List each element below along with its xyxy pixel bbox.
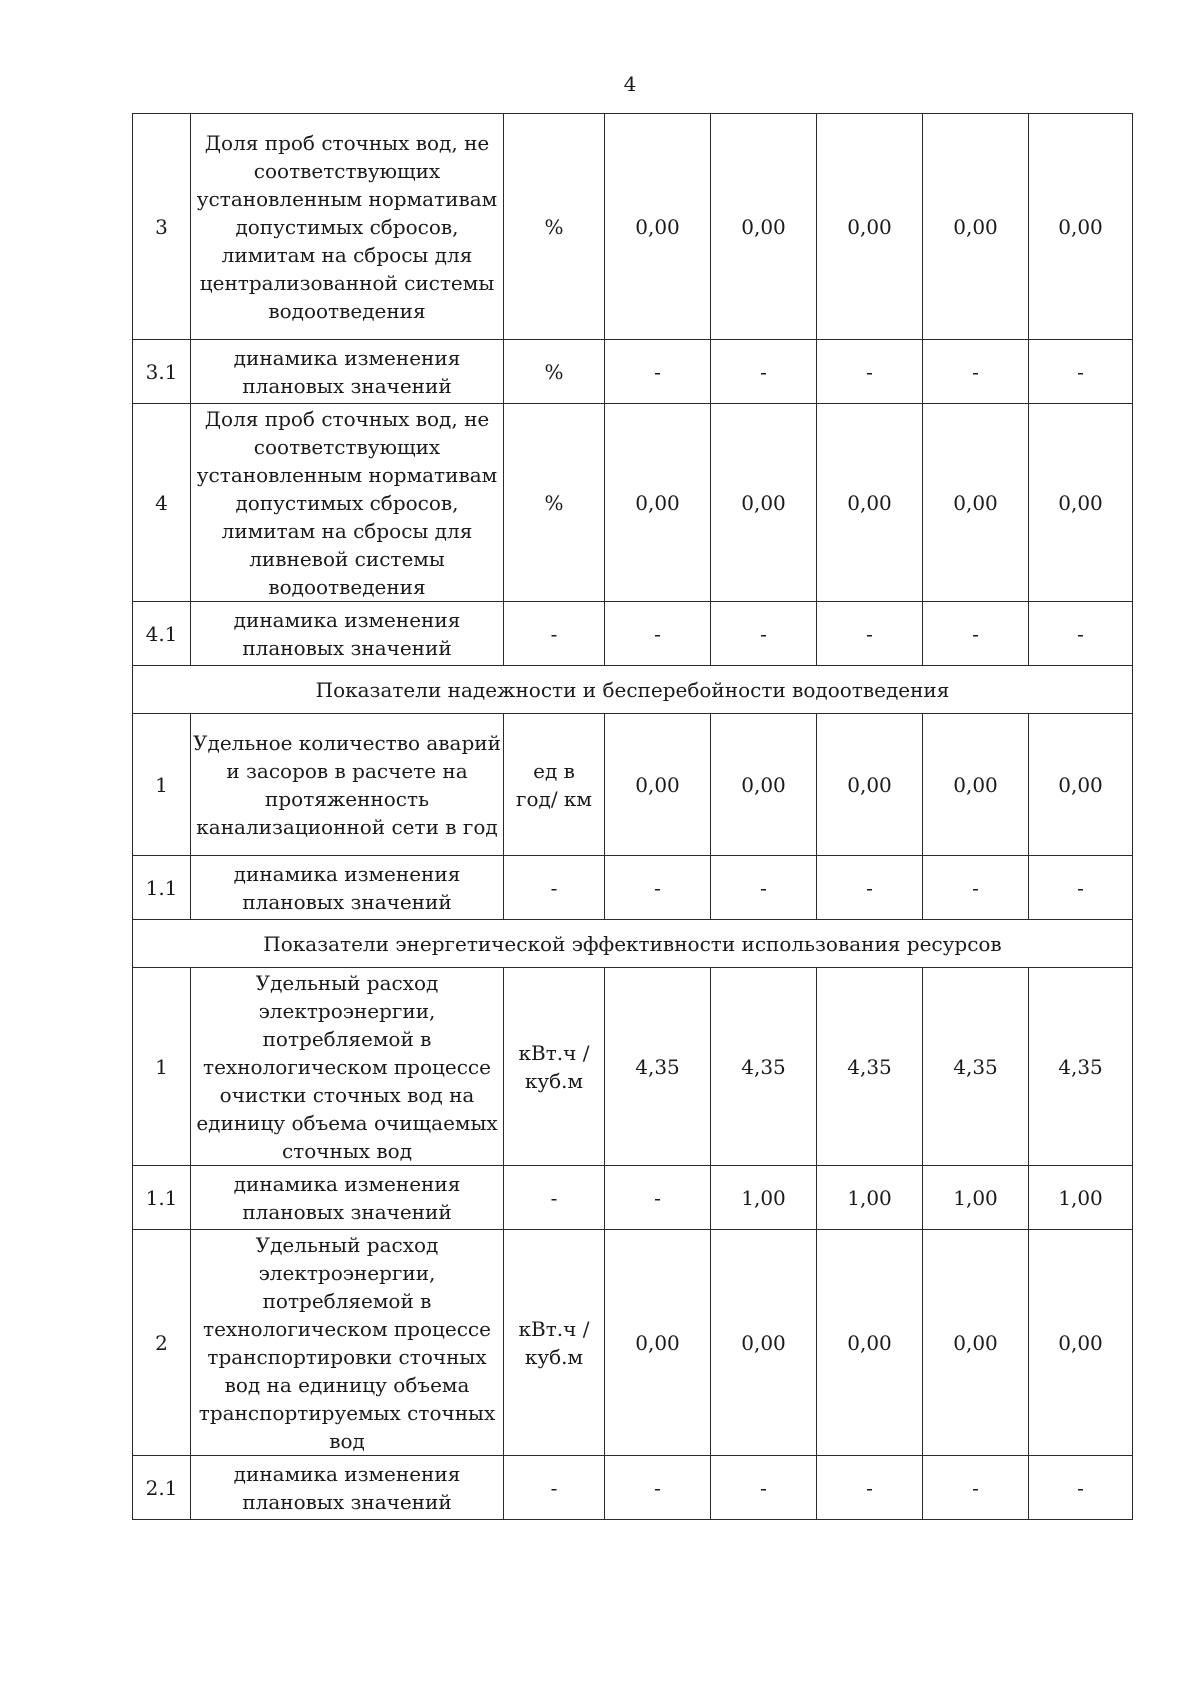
value-cell: - <box>817 1456 923 1520</box>
value-cell: 0,00 <box>1029 1230 1133 1456</box>
value-cell: 0,00 <box>923 714 1029 856</box>
value-cell: 1,00 <box>817 1166 923 1230</box>
row-number: 1.1 <box>133 1166 191 1230</box>
unit-line: кВт.ч / <box>518 1316 590 1341</box>
indicator-name: Удельное количество аварий и засоров в расчете на протяженность канализационной сети в год <box>191 714 504 856</box>
value-cell: 4,35 <box>1029 968 1133 1166</box>
value-cell: 0,00 <box>605 404 711 602</box>
indicator-name: динамика изменения плановых значений <box>191 1166 504 1230</box>
value-cell: - <box>1029 602 1133 666</box>
indicator-row <box>133 1230 1133 1456</box>
row-number: 1 <box>133 968 191 1166</box>
value-cell: - <box>923 1456 1029 1520</box>
section-title: Показатели энергетической эффективности использования ресурсов <box>133 920 1133 968</box>
value-cell: - <box>711 856 817 920</box>
value-cell: - <box>1029 1456 1133 1520</box>
value-cell: - <box>1029 856 1133 920</box>
value-cell: - <box>605 1166 711 1230</box>
page-number: 4 <box>623 72 637 96</box>
dynamics-row <box>133 602 1133 666</box>
value-cell: 0,00 <box>923 114 1029 340</box>
unit-line: кВт.ч / <box>518 1040 590 1065</box>
unit-cell: % <box>504 340 605 404</box>
value-cell: - <box>711 602 817 666</box>
value-cell: - <box>605 602 711 666</box>
indicator-row <box>133 714 1133 856</box>
unit-line: ед в <box>533 758 575 783</box>
unit-line: год/ км <box>516 786 592 811</box>
value-cell: 0,00 <box>605 1230 711 1456</box>
value-cell: - <box>817 602 923 666</box>
value-cell: - <box>711 1456 817 1520</box>
table-body <box>133 114 1133 1520</box>
indicator-name: динамика изменения плановых значений <box>191 1456 504 1520</box>
value-cell: - <box>605 1456 711 1520</box>
indicator-name: Удельный расход электроэнергии, потребляемой в технологическом процессе транспортировки сточных вод на единицу объема транспортируемых сточных вод <box>191 1230 504 1456</box>
row-number: 2.1 <box>133 1456 191 1520</box>
value-cell: 0,00 <box>817 404 923 602</box>
indicator-name: Удельный расход электроэнергии, потребляемой в технологическом процессе очистки сточных вод на единицу объема очищаемых сточных вод <box>191 968 504 1166</box>
section-header-row <box>133 920 1133 968</box>
value-cell: 0,00 <box>605 714 711 856</box>
value-cell: 1,00 <box>1029 1166 1133 1230</box>
value-cell: - <box>605 340 711 404</box>
unit-line: куб.м <box>524 1344 584 1369</box>
unit-line: куб.м <box>524 1068 584 1093</box>
value-cell: 0,00 <box>711 404 817 602</box>
value-cell: 4,35 <box>817 968 923 1166</box>
indicators-table <box>132 113 1133 1520</box>
row-number: 2 <box>133 1230 191 1456</box>
row-number: 1 <box>133 714 191 856</box>
value-cell: 0,00 <box>923 1230 1029 1456</box>
value-cell: 0,00 <box>923 404 1029 602</box>
row-number: 4.1 <box>133 602 191 666</box>
unit-cell: - <box>504 856 605 920</box>
value-cell: 1,00 <box>923 1166 1029 1230</box>
unit-cell: % <box>504 114 605 340</box>
row-number: 3 <box>133 114 191 340</box>
value-cell: - <box>711 340 817 404</box>
indicator-name: Доля проб сточных вод, не соответствующих установленным нормативам допустимых сбросов, лимитам на сбросы для централизованной системы водоотведения <box>191 114 504 340</box>
value-cell: - <box>923 856 1029 920</box>
unit-cell: - <box>504 1456 605 1520</box>
value-cell: - <box>817 856 923 920</box>
value-cell: 0,00 <box>605 114 711 340</box>
indicator-row <box>133 404 1133 602</box>
row-number: 1.1 <box>133 856 191 920</box>
value-cell: - <box>605 856 711 920</box>
indicator-name: динамика изменения плановых значений <box>191 602 504 666</box>
unit-cell: - <box>504 602 605 666</box>
unit-cell <box>504 968 605 1166</box>
value-cell: 0,00 <box>1029 714 1133 856</box>
dynamics-row <box>133 1456 1133 1520</box>
value-cell: 0,00 <box>711 1230 817 1456</box>
value-cell: 0,00 <box>817 1230 923 1456</box>
row-number: 3.1 <box>133 340 191 404</box>
value-cell: 4,35 <box>711 968 817 1166</box>
value-cell: - <box>817 340 923 404</box>
value-cell: 1,00 <box>711 1166 817 1230</box>
value-cell: 0,00 <box>711 114 817 340</box>
indicator-name: динамика изменения плановых значений <box>191 340 504 404</box>
value-cell: 0,00 <box>711 714 817 856</box>
dynamics-row <box>133 1166 1133 1230</box>
value-cell: - <box>923 602 1029 666</box>
unit-cell: - <box>504 1166 605 1230</box>
value-cell: 0,00 <box>1029 114 1133 340</box>
indicator-name: Доля проб сточных вод, не соответствующих установленным нормативам допустимых сбросов, лимитам на сбросы для ливневой системы водоотведения <box>191 404 504 602</box>
value-cell: - <box>923 340 1029 404</box>
indicator-name: динамика изменения плановых значений <box>191 856 504 920</box>
value-cell: 4,35 <box>605 968 711 1166</box>
value-cell: - <box>1029 340 1133 404</box>
value-cell: 4,35 <box>923 968 1029 1166</box>
dynamics-row <box>133 856 1133 920</box>
section-title: Показатели надежности и бесперебойности водоотведения <box>133 666 1133 714</box>
value-cell: 0,00 <box>817 714 923 856</box>
dynamics-row <box>133 340 1133 404</box>
indicator-row <box>133 114 1133 340</box>
section-header-row <box>133 666 1133 714</box>
indicator-row <box>133 968 1133 1166</box>
unit-cell <box>504 1230 605 1456</box>
value-cell: 0,00 <box>1029 404 1133 602</box>
unit-cell <box>504 714 605 856</box>
value-cell: 0,00 <box>817 114 923 340</box>
row-number: 4 <box>133 404 191 602</box>
unit-cell: % <box>504 404 605 602</box>
